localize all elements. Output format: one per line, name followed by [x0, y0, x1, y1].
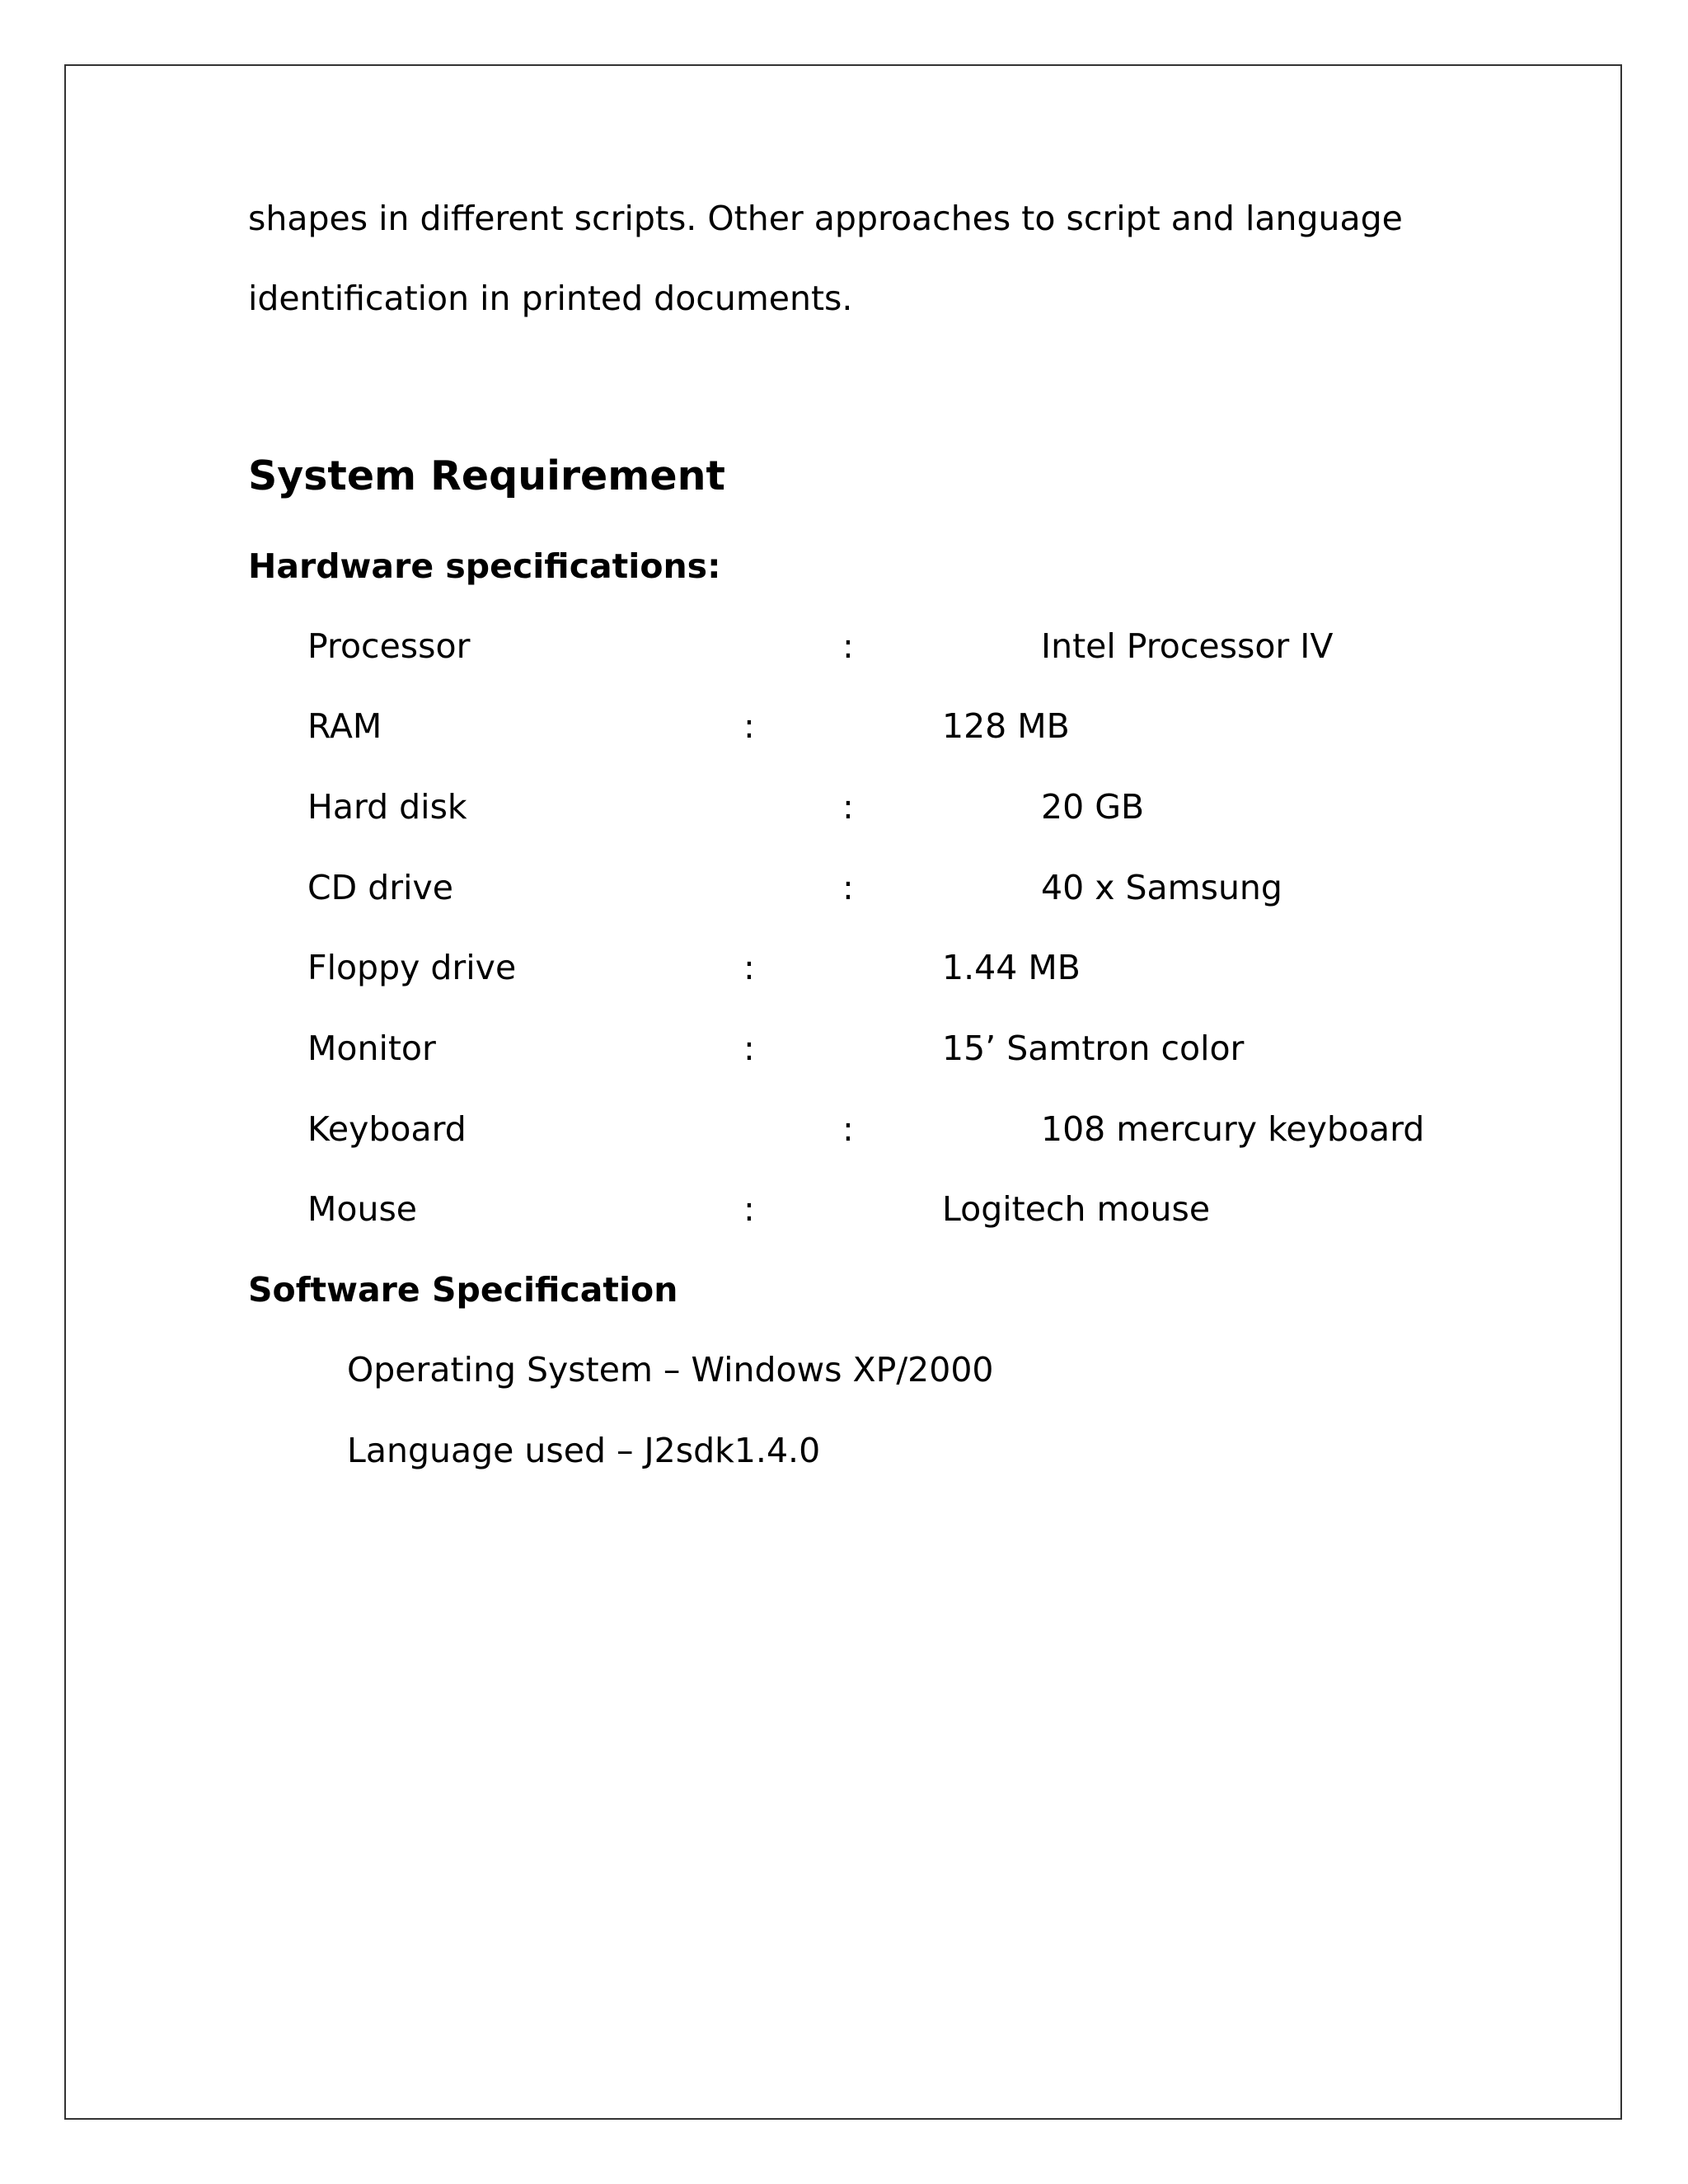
- spec-label-monitor: Monitor: [307, 1029, 436, 1068]
- hardware-heading: Hardware specifications:: [248, 546, 721, 586]
- spec-value-ram: 128 MB: [942, 706, 1070, 746]
- section-title: System Requirement: [248, 452, 725, 499]
- spec-separator: :: [743, 706, 755, 746]
- spec-label-keyboard: Keyboard: [307, 1109, 467, 1149]
- spec-label-ram: RAM: [307, 706, 382, 746]
- spec-value-keyboard: 108 mercury keyboard: [1041, 1109, 1425, 1149]
- spec-label-cd-drive: CD drive: [307, 868, 453, 907]
- spec-value-floppy-drive: 1.44 MB: [942, 948, 1081, 987]
- spec-label-floppy-drive: Floppy drive: [307, 948, 517, 987]
- spec-separator: :: [842, 868, 854, 907]
- spec-value-monitor: 15’ Samtron color: [942, 1029, 1245, 1068]
- spec-separator: :: [842, 626, 854, 666]
- spec-label-mouse: Mouse: [307, 1189, 418, 1229]
- software-item-language: Language used – J2sdk1.4.0: [347, 1431, 821, 1470]
- page-border: [64, 64, 1622, 2120]
- spec-value-processor: Intel Processor IV: [1041, 626, 1334, 666]
- spec-separator: :: [842, 787, 854, 827]
- spec-separator: :: [743, 948, 755, 987]
- spec-label-hard-disk: Hard disk: [307, 787, 467, 827]
- spec-value-mouse: Logitech mouse: [942, 1189, 1211, 1229]
- spec-separator: :: [743, 1029, 755, 1068]
- spec-separator: :: [842, 1109, 854, 1149]
- spec-label-processor: Processor: [307, 626, 471, 666]
- intro-text-line-1: shapes in different scripts. Other approaches to script and language: [248, 199, 1403, 238]
- intro-text-line-2: identification in printed documents.: [248, 279, 853, 318]
- spec-separator: :: [743, 1189, 755, 1229]
- spec-value-hard-disk: 20 GB: [1041, 787, 1145, 827]
- software-item-os: Operating System – Windows XP/2000: [347, 1350, 994, 1390]
- software-heading: Software Specification: [248, 1270, 678, 1310]
- spec-value-cd-drive: 40 x Samsung: [1041, 868, 1282, 907]
